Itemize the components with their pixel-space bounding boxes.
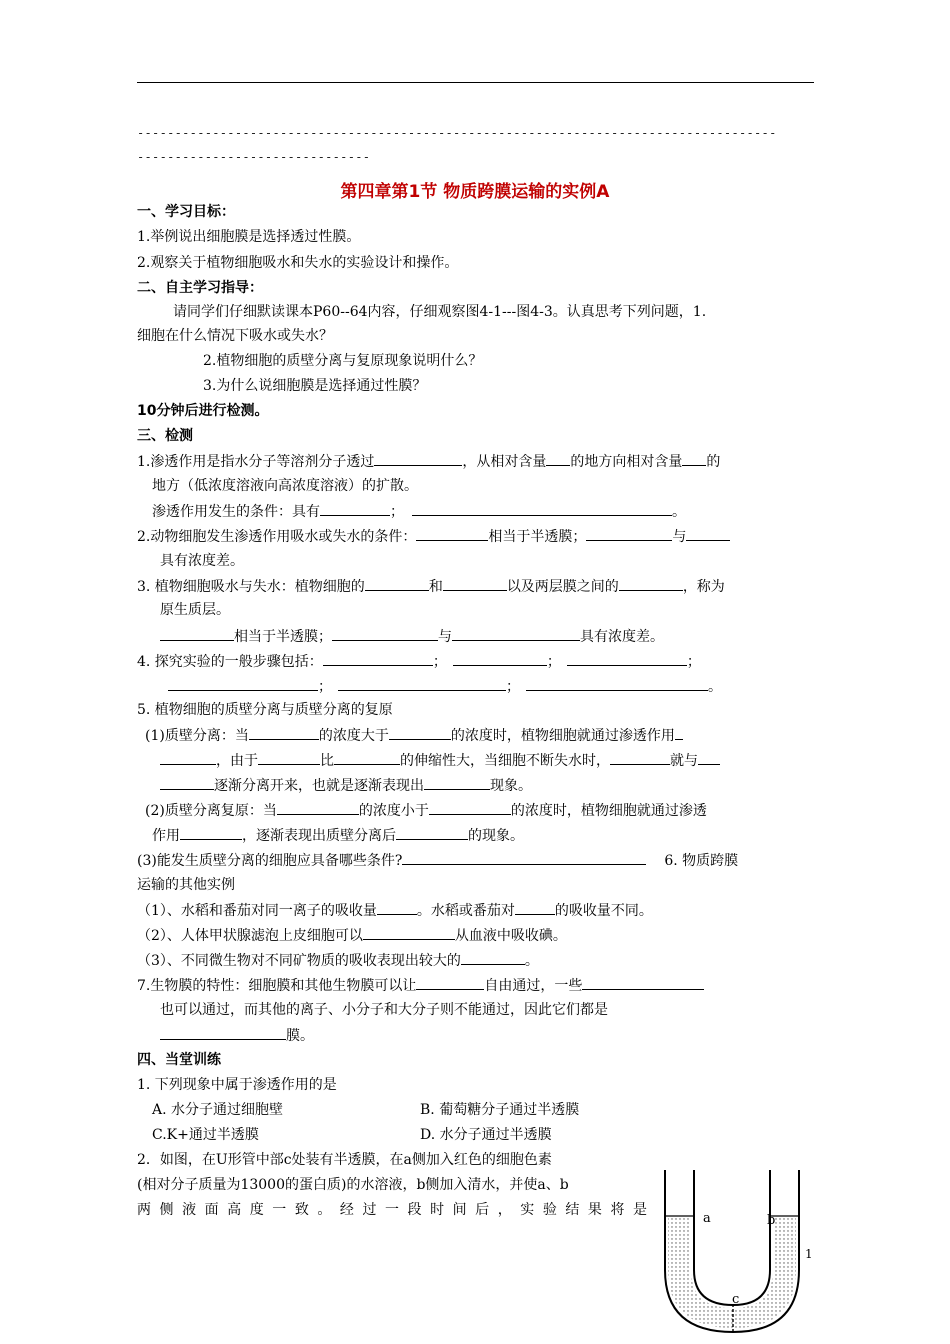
- header-rule: [137, 82, 814, 83]
- blank[interactable]: [546, 451, 570, 466]
- q6-item-3: （3）、不同微生物对不同矿物质的吸收表现出较大的 。: [137, 950, 539, 971]
- tube-inner-wall: [694, 1170, 770, 1305]
- blank[interactable]: [374, 451, 462, 466]
- blank[interactable]: [582, 975, 704, 990]
- blank[interactable]: [363, 925, 455, 940]
- blank[interactable]: [180, 825, 242, 840]
- blank[interactable]: [160, 1025, 286, 1040]
- blank[interactable]: [452, 626, 580, 641]
- practice-q1: 1. 下列现象中属于渗透作用的是: [137, 1077, 337, 1093]
- q6-item-1: （1）、水稻和番茄对同一离子的吸收量 。水稻或番茄对 的吸收量不同。: [137, 900, 653, 921]
- q7-line-2: 也可以通过，而其他的离子、小分子和大分子则不能通过，因此它们都是: [160, 1002, 608, 1018]
- header-dash-line-2: -------------------------------: [137, 150, 371, 164]
- blank[interactable]: [686, 526, 730, 541]
- option-c[interactable]: C.K+通过半透膜: [152, 1127, 259, 1143]
- q5-1-line-2: ，由于 比 的伸缩性大，当细胞不断失水时， 就与: [160, 750, 720, 771]
- guide-heading: 二、自主学习指导：: [137, 280, 263, 296]
- blank[interactable]: [323, 651, 433, 666]
- q5-3-line: (3)能发生质壁分离的细胞应具备哪些条件? 6. 物质跨膜: [137, 850, 738, 871]
- blank[interactable]: [396, 825, 468, 840]
- guide-line-5: 10分钟后进行检测。: [137, 403, 269, 419]
- guide-line-1: 请同学们仔细默读课本P60--64内容，仔细观察图4-1---图4-3。认真思考下列问题，1.: [173, 304, 707, 320]
- blank[interactable]: [160, 750, 216, 765]
- blank[interactable]: [416, 975, 484, 990]
- q3-line-3: 相当于半透膜； 与 具有浓度差。: [160, 626, 664, 647]
- blank[interactable]: [249, 725, 319, 740]
- blank[interactable]: [277, 800, 359, 815]
- blank[interactable]: [515, 900, 555, 915]
- label-a: a: [703, 1211, 711, 1226]
- goal-1: 1.举例说出细胞膜是选择透过性膜。: [137, 229, 361, 245]
- q4-line-1: 4. 探究实验的一般步骤包括： ； ； ；: [137, 651, 701, 672]
- blank[interactable]: [586, 526, 672, 541]
- blank[interactable]: [443, 576, 507, 591]
- goals-heading: 一、学习目标：: [137, 204, 235, 220]
- option-a[interactable]: A. 水分子通过细胞壁: [152, 1102, 284, 1118]
- guide-line-4: 3.为什么说细胞膜是选择通过性膜？: [203, 378, 427, 394]
- blank[interactable]: [168, 676, 318, 691]
- q4-line-2: ； ； 。: [168, 676, 722, 697]
- blank[interactable]: [453, 651, 547, 666]
- blank[interactable]: [320, 501, 390, 516]
- q5-1-line-3: 逐渐分离开来，也就是逐渐表现出 现象。: [160, 775, 532, 796]
- page-title: 第四章第1节 物质跨膜运输的实例A: [340, 182, 610, 202]
- guide-line-2: 细胞在什么情况下吸水或失水？: [137, 328, 333, 344]
- q3-line-2: 原生质层。: [160, 602, 230, 618]
- blank[interactable]: [682, 451, 706, 466]
- option-d[interactable]: D. 水分子通过半透膜: [420, 1127, 552, 1143]
- blank[interactable]: [424, 775, 490, 790]
- blank[interactable]: [160, 626, 234, 641]
- label-c: c: [732, 1292, 740, 1307]
- blank[interactable]: [365, 576, 429, 591]
- option-b[interactable]: B. 葡萄糖分子通过半透膜: [420, 1102, 580, 1118]
- q5-2-line-2: 作用 ，逐渐表现出质壁分离后 的现象。: [152, 825, 524, 846]
- solution-fill: [668, 1216, 796, 1328]
- guide-line-3: 2.植物细胞的质壁分离与复原现象说明什么？: [203, 353, 483, 369]
- q6-line-1: 运输的其他实例: [137, 877, 235, 893]
- blank[interactable]: [377, 900, 417, 915]
- blank[interactable]: [332, 626, 438, 641]
- practice-q2-line-1: 2．如图，在U形管中部c处装有半透膜，在a侧加入红色的细胞色素: [137, 1152, 552, 1168]
- blank[interactable]: [610, 750, 670, 765]
- q3-line-1: 3. 植物细胞吸水与失水：植物细胞的 和 以及两层膜之间的 ，称为: [137, 576, 725, 597]
- q5-1-line-1: (1)质壁分离：当 的浓度大于 的浓度时，植物细胞就通过渗透作用: [145, 725, 683, 746]
- header-dash-line-1: -------------------------------------------------------------------------------------: [137, 126, 777, 140]
- q2-line-1: 2.动物细胞发生渗透作用吸水或失水的条件： 相当于半透膜； 与: [137, 526, 730, 547]
- blank[interactable]: [461, 950, 525, 965]
- blank[interactable]: [389, 725, 451, 740]
- blank[interactable]: [258, 750, 320, 765]
- practice-q2-line-3: 两侧液面高度一致。经过一段时间后，实验结果将是: [137, 1202, 647, 1218]
- blank[interactable]: [334, 750, 400, 765]
- blank[interactable]: [412, 501, 672, 516]
- blank[interactable]: [416, 526, 488, 541]
- label-1: 1: [805, 1247, 813, 1261]
- q5-2-line-1: (2)质壁分离复原：当 的浓度小于 的浓度时，植物细胞就通过渗透: [145, 800, 707, 821]
- practice-q2-line-2: (相对分子质量为13000的蛋白质)的水溶液，b侧加入清水，并使a、b: [137, 1177, 569, 1193]
- blank[interactable]: [567, 651, 687, 666]
- practice-heading: 四、当堂训练: [137, 1052, 221, 1068]
- q1-line-2: 地方（低浓度溶液向高浓度溶液）的扩散。: [152, 478, 418, 494]
- blank[interactable]: [619, 576, 683, 591]
- goal-2: 2.观察关于植物细胞吸水和失水的实验设计和操作。: [137, 255, 459, 271]
- blank[interactable]: [675, 725, 683, 740]
- u-tube-figure: [655, 1170, 830, 1344]
- blank[interactable]: [526, 676, 708, 691]
- test-heading: 三、检测: [137, 428, 193, 444]
- blank[interactable]: [160, 775, 214, 790]
- q1-line-1: 1.渗透作用是指水分子等溶剂分子透过 ，从相对含量 的地方向相对含量 的: [137, 451, 720, 472]
- blank[interactable]: [338, 676, 506, 691]
- blank[interactable]: [698, 750, 720, 765]
- q7-line-3: 膜。: [160, 1025, 314, 1046]
- blank[interactable]: [402, 850, 646, 865]
- label-b: b: [767, 1213, 776, 1228]
- q6-item-2: （2）、人体甲状腺滤泡上皮细胞可以 从血液中吸收碘。: [137, 925, 567, 946]
- blank[interactable]: [429, 800, 511, 815]
- q7-line-1: 7.生物膜的特性：细胞膜和其他生物膜可以让 自由通过，一些: [137, 975, 704, 996]
- q1-line-3: 渗透作用发生的条件：具有 ； 。: [152, 501, 686, 522]
- q5-heading: 5. 植物细胞的质壁分离与质壁分离的复原: [137, 702, 393, 718]
- q2-line-2: 具有浓度差。: [160, 553, 244, 569]
